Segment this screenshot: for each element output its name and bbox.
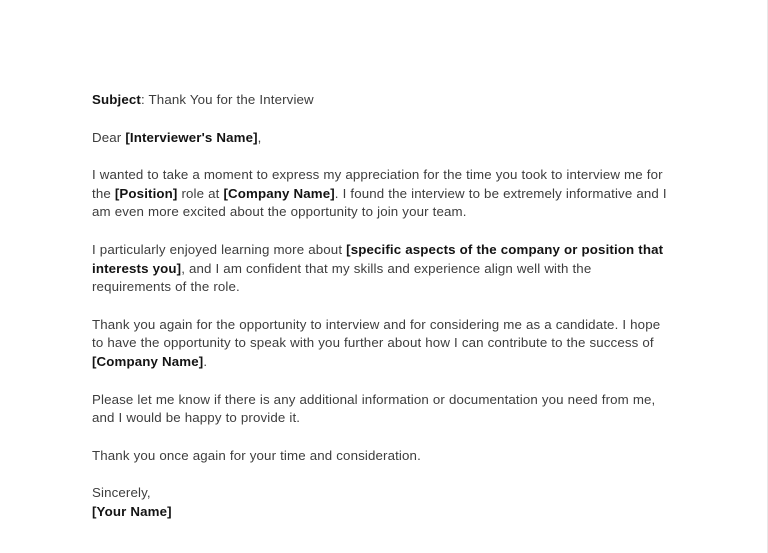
paragraph-interests-text-1: I particularly enjoyed learning more about (92, 241, 347, 257)
subject-separator: : (140, 92, 149, 107)
specific-aspects-placeholder: [specific aspects of the company or position that interests you] (92, 241, 664, 276)
closing-line: Sincerely, (92, 485, 151, 501)
company-name-placeholder-2: [Company Name] (92, 353, 204, 369)
interviewer-name-placeholder: [Interviewer's Name] (125, 129, 258, 145)
paragraph-appreciation-text-2: role at (177, 185, 224, 201)
paragraph-interests (92, 241, 667, 297)
paragraph-appreciation-text-1: I wanted to take a moment to express my appreciation for the time you took to interview me for the (92, 167, 663, 201)
paragraph-thanks-candidate-text-2: . (203, 353, 208, 369)
paragraph-interests-text-2: , and I am confident that my skills and experience align well with the requirements of the role. (92, 260, 592, 295)
salutation-line (92, 129, 667, 148)
salutation-suffix: , (257, 129, 262, 145)
paragraph-appreciation (92, 166, 667, 222)
paragraph-thanks-candidate (92, 316, 667, 372)
paragraph-appreciation-text-3: . I found the interview to be extremely informative and I am even more excited about the opportunity to join your team. (92, 185, 667, 220)
paragraph-thanks-candidate-text-1: Thank you again for the opportunity to interview and for considering me as a candidate. I hope to have the opportunity to speak with you further about how I can contribute to the success of (92, 316, 661, 351)
position-placeholder: [Position] (114, 185, 178, 201)
letter-body (92, 91, 667, 522)
salutation-prefix: Dear (92, 129, 126, 145)
subject-value: Thank You for the Interview (148, 92, 314, 107)
company-name-placeholder-1: [Company Name] (223, 185, 335, 201)
signature-block (92, 484, 667, 521)
subject-label: Subject (92, 92, 141, 107)
your-name-placeholder: [Your Name] (92, 503, 172, 519)
subject-line (92, 91, 667, 110)
paragraph-final-thanks: Thank you once again for your time and consideration. (92, 447, 421, 463)
paragraph-additional-info: Please let me know if there is any additional information or documentation you need from me, and I would be happy to provide it. (92, 391, 656, 426)
